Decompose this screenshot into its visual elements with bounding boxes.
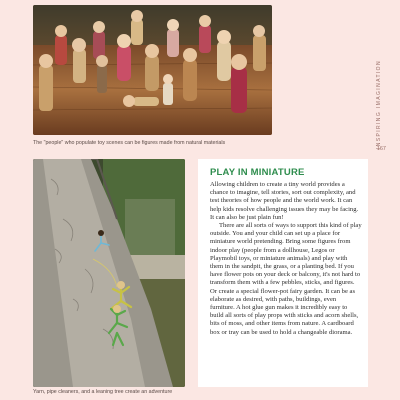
- page-number: 167: [376, 146, 386, 152]
- sidebar-paragraph: Allowing children to create a tiny world provides a chance to imagine, tell stories, sort out complexity, and test theories of how people and the world work. It can help kids resolve challenging issues they may be facing. It can also be just plain fun!: [210, 181, 359, 221]
- wooden-figures-illustration: [33, 5, 272, 135]
- wooden-figures-photo: [33, 5, 272, 135]
- sidebar-box: [198, 159, 368, 387]
- sidebar-paragraph: There are all sorts of ways to support this kind of play outside. You and your child can set up a place for miniature world pretending. Bring some figures from indoor play (people from a dollhouse, Legos or Playmobil toys, or miniature animals) and play with them in the sandpit, the grass, or a planting bed. If you have flower pots on your deck or balcony, it's not hard to transform them with a few pebbles, sticks, and figures. Or create a special flower-pot fairy garden. It can be as elaborate as desired, with paths, buildings, even furniture. A hot glue gun makes it incredibly easy to build all sorts of play props with sticks and acorn shells, bits of moss, and other items from nature. A cardboard box or tray can be used to hold a changeable diorama.: [210, 222, 362, 336]
- running-head: INSPIRING IMAGINATION: [376, 60, 382, 150]
- leaning-tree-illustration: [33, 159, 185, 387]
- sidebar-body: [210, 181, 362, 337]
- top-photo-caption: The "people" who populate toy scenes can be figures made from natural materials: [33, 140, 226, 146]
- leaning-tree-photo: [33, 159, 185, 387]
- bottom-photo-caption: Yarn, pipe cleaners, and a leaning tree create an adventure: [33, 389, 173, 395]
- sidebar-title: PLAY IN MINIATURE: [210, 167, 305, 178]
